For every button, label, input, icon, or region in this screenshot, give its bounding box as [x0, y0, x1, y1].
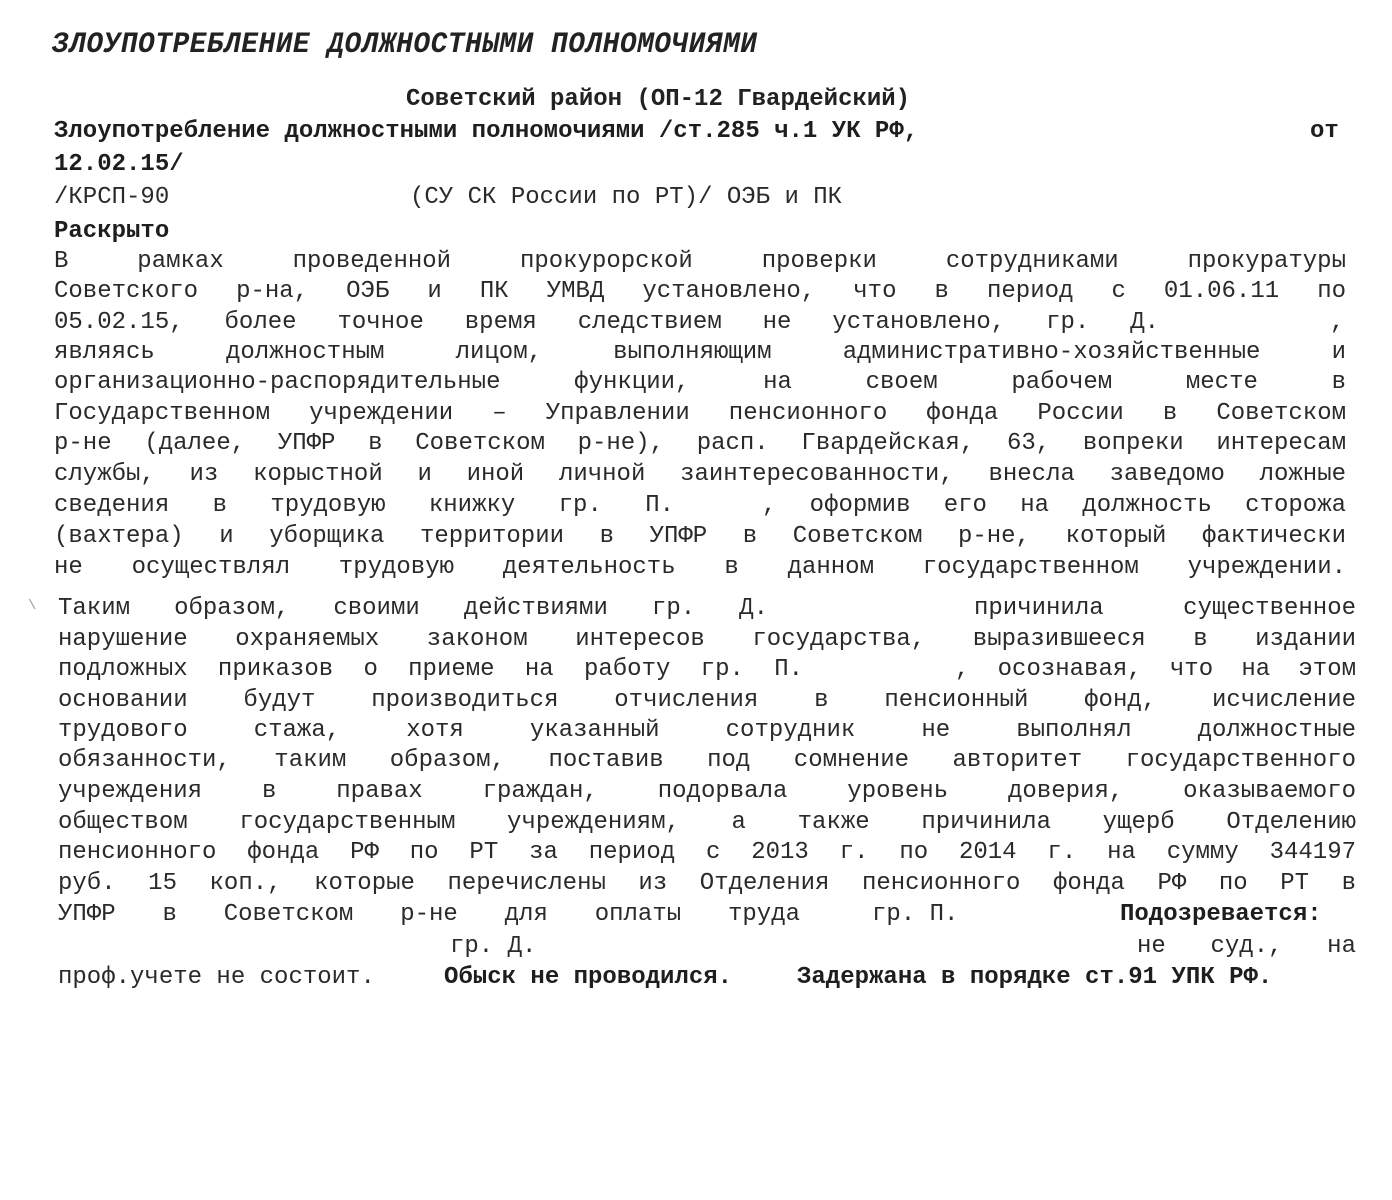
para2-line: Таким образом, своими действиями гр. Д. — [58, 595, 768, 622]
para1-comma: , — [1330, 309, 1345, 336]
para1-line: организационно-распорядительные функции, на своем рабочем месте в — [54, 369, 1346, 396]
article-line: Злоупотребление должностными полномочиями /ст.285 ч.1 УК РФ, — [54, 118, 919, 145]
para2-line: нарушение охраняемых законом интересов государства, выразившееся в издании — [58, 626, 1356, 653]
search-note: Обыск не проводился. — [444, 964, 733, 991]
para1-line: (вахтера) и уборщика территории в УПФР в Советском р-не, который фактически — [54, 523, 1346, 550]
para2-line: учреждения в правах граждан, подорвала уровень доверия, оказываемого — [58, 778, 1356, 805]
para1-line: В рамках проведенной прокурорской проверки сотрудниками прокуратуры — [54, 248, 1346, 275]
para2-line: УПФР в Советском р-не для оплаты труда — [58, 901, 800, 928]
conviction-note: не суд., на — [1137, 933, 1356, 960]
para1-line: Государственном учреждении – Управлении пенсионного фонда России в Советском — [54, 400, 1346, 427]
para2-line-tail: , осознавая, что на этом — [955, 656, 1356, 683]
case-department: (СУ СК России по РТ)/ ОЭБ и ПК — [410, 184, 843, 211]
article-date: 12.02.15/ — [54, 151, 184, 178]
para2-line: обществом государственным учреждениям, а также причинила ущерб Отделению — [58, 809, 1356, 836]
registry-note: проф.учете не состоит. — [58, 964, 375, 991]
person-p: гр. П. — [872, 901, 959, 928]
para1-line: р-не (далее, УПФР в Советском р-не), расп. Гвардейская, 63, вопреки интересам — [54, 430, 1346, 457]
para2-line-tail: причинила существенное — [974, 595, 1356, 622]
case-id: /КРСП-90 — [54, 184, 170, 211]
para1-line: 05.02.15, более точное время следствием не установлено, гр. Д. — [54, 309, 1159, 336]
para1-line: Советского р-на, ОЭБ и ПК УМВД установлено, что в период с 01.06.11 по — [54, 278, 1346, 305]
para2-line: основании будут производиться отчисления в пенсионный фонд, исчисление — [58, 687, 1356, 714]
document-title: ЗЛОУПОТРЕБЛЕНИЕ ДОЛЖНОСТНЫМИ ПОЛНОМОЧИЯМИ — [52, 28, 758, 62]
para1-line: не осуществлял трудовую деятельность в данном государственном учреждении. — [54, 554, 1346, 581]
scan-mark: \ — [28, 598, 37, 614]
case-status: Раскрыто — [54, 218, 170, 245]
para1-line: сведения в трудовую книжку гр. П. — [54, 492, 674, 519]
para1-line: службы, из корыстной и иной личной заинтересованности, внесла заведомо ложные — [54, 461, 1346, 488]
person-d: гр. Д. — [450, 933, 537, 960]
para1-line-tail: , оформив его на должность сторожа — [762, 492, 1346, 519]
para2-line: подложных приказов о приеме на работу гр. П. — [58, 656, 803, 683]
para2-line: руб. 15 коп., которые перечислены из Отделения пенсионного фонда РФ по РТ в — [58, 870, 1356, 897]
detention-note: Задержана в порядке ст.91 УПК РФ. — [797, 964, 1273, 991]
para2-line: трудового стажа, хотя указанный сотрудник не выполнял должностные — [58, 717, 1356, 744]
para2-line: пенсионного фонда РФ по РТ за период с 2013 г. по 2014 г. на сумму 344197 — [58, 839, 1356, 866]
para1-line: являясь должностным лицом, выполняющим административно-хозяйственные и — [54, 339, 1346, 366]
article-from: от — [1310, 118, 1339, 145]
suspect-label: Подозревается: — [1120, 901, 1322, 928]
district-heading: Советский район (ОП-12 Гвардейский) — [406, 86, 911, 113]
para2-line: обязанности, таким образом, поставив под сомнение авторитет государственного — [58, 747, 1356, 774]
